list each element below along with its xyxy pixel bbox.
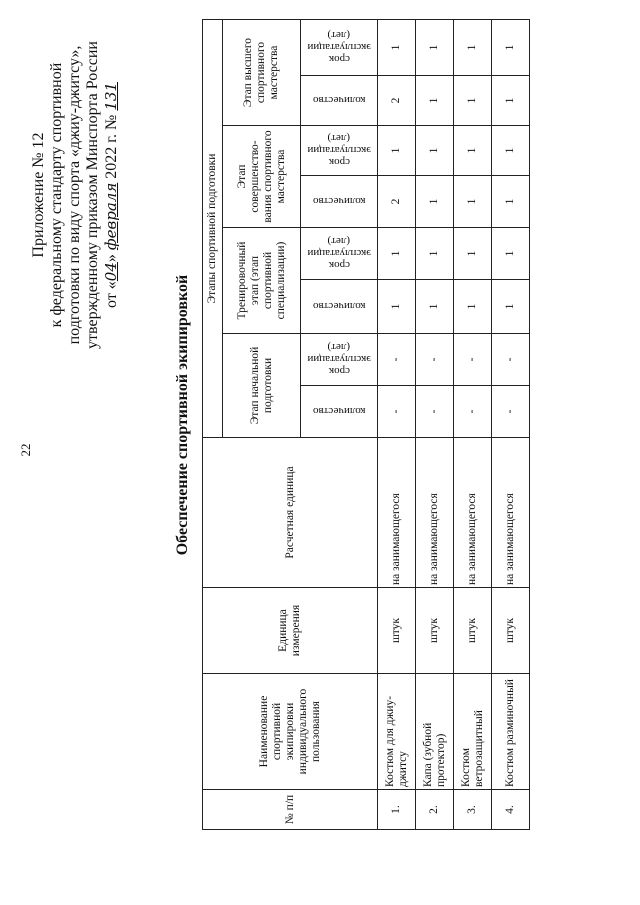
row-calc-unit: на занимающегося	[378, 438, 416, 588]
row-s4-term: 1	[454, 20, 492, 76]
row-s2-term: 1	[492, 228, 530, 280]
row-s4-term: 1	[492, 20, 530, 76]
row-s3-term: 1	[492, 126, 530, 176]
row-unit: штук	[454, 588, 492, 674]
annex-header	[30, 15, 121, 375]
row-number: 2.	[416, 790, 454, 830]
row-s2-quantity: 1	[492, 280, 530, 334]
header-stages: Этапы спортивной подготовки	[203, 20, 223, 438]
row-s1-quantity: -	[454, 386, 492, 438]
row-unit: штук	[378, 588, 416, 674]
header-term: срок эксплуатации (лет)	[301, 228, 378, 280]
row-equipment-name: Костюм для джиу-джитсу	[378, 674, 416, 790]
row-s1-term: -	[378, 334, 416, 386]
row-calc-unit: на занимающегося	[492, 438, 530, 588]
header-stage-higher: Этап высшего спортивного мастерства	[223, 20, 301, 126]
header-unit: Единица измерения	[203, 588, 378, 674]
row-s2-term: 1	[416, 228, 454, 280]
table-row	[378, 20, 416, 830]
header-quantity: количество	[301, 76, 378, 126]
row-s3-quantity: 1	[454, 176, 492, 228]
row-s4-quantity: 1	[454, 76, 492, 126]
annex-date-line: от «04» февраля 2022 г. № 131	[102, 82, 120, 308]
header-equipment-name: Наименование спортивной экипировки индивидуального пользования	[203, 674, 378, 790]
row-s3-term: 1	[454, 126, 492, 176]
equipment-table	[202, 19, 530, 830]
header-term: срок эксплуатации (лет)	[301, 334, 378, 386]
handwritten-number: 131	[102, 82, 120, 111]
table-row	[454, 20, 492, 830]
row-calc-unit: на занимающегося	[416, 438, 454, 588]
row-unit: штук	[416, 588, 454, 674]
header-term: срок эксплуатации (лет)	[301, 126, 378, 176]
row-s2-term: 1	[378, 228, 416, 280]
row-s3-term: 1	[416, 126, 454, 176]
row-s2-quantity: 1	[454, 280, 492, 334]
annex-line: утвержденному приказом Минспорта России	[84, 41, 101, 349]
row-s1-quantity: -	[378, 386, 416, 438]
row-s1-quantity: -	[492, 386, 530, 438]
header-stage-improvement: Этап совершенство- вания спортивного мастерства	[223, 126, 301, 228]
header-quantity: количество	[301, 176, 378, 228]
row-s1-term: -	[492, 334, 530, 386]
row-calc-unit: на занимающегося	[454, 438, 492, 588]
header-stage-training: Тренировочный этап (этап спортивной специализации)	[223, 228, 301, 334]
annex-line: Приложение № 12	[30, 132, 47, 258]
row-s2-quantity: 1	[378, 280, 416, 334]
row-equipment-name: Костюм разминочный	[492, 674, 530, 790]
row-s2-quantity: 1	[416, 280, 454, 334]
row-s3-quantity: 1	[416, 176, 454, 228]
header-number: № п/п	[203, 790, 378, 830]
header-quantity: количество	[301, 280, 378, 334]
page-number: 22	[18, 443, 33, 457]
handwritten-day: 04	[102, 262, 120, 282]
row-s3-quantity: 1	[492, 176, 530, 228]
row-s4-term: 1	[378, 20, 416, 76]
row-equipment-name: Капа (зубной протектор)	[416, 674, 454, 790]
row-number: 1.	[378, 790, 416, 830]
document-title: Обеспечение спортивной экипировкой	[174, 274, 191, 556]
row-s4-quantity: 1	[416, 76, 454, 126]
row-s2-term: 1	[454, 228, 492, 280]
row-number: 4.	[492, 790, 530, 830]
header-stage-initial: Этап начальной подготовки	[223, 334, 301, 438]
header-term: срок эксплуатации (лет)	[301, 20, 378, 76]
table-row	[416, 20, 454, 830]
table-row	[492, 20, 530, 830]
row-s4-term: 1	[416, 20, 454, 76]
row-s1-quantity: -	[416, 386, 454, 438]
row-s3-quantity: 2	[378, 176, 416, 228]
row-unit: штук	[492, 588, 530, 674]
handwritten-month: февраля	[102, 182, 120, 251]
annex-line: к федеральному стандарту спортивной	[48, 62, 65, 328]
row-s4-quantity: 1	[492, 76, 530, 126]
row-s3-term: 1	[378, 126, 416, 176]
annex-line: подготовки по виду спорта «джиу-джитсу»,	[66, 45, 83, 345]
row-equipment-name: Костюм ветрозащитный	[454, 674, 492, 790]
row-s1-term: -	[454, 334, 492, 386]
header-calc-unit: Расчетная единица	[203, 438, 378, 588]
row-s4-quantity: 2	[378, 76, 416, 126]
header-quantity: количество	[301, 386, 378, 438]
row-s1-term: -	[416, 334, 454, 386]
row-number: 3.	[454, 790, 492, 830]
